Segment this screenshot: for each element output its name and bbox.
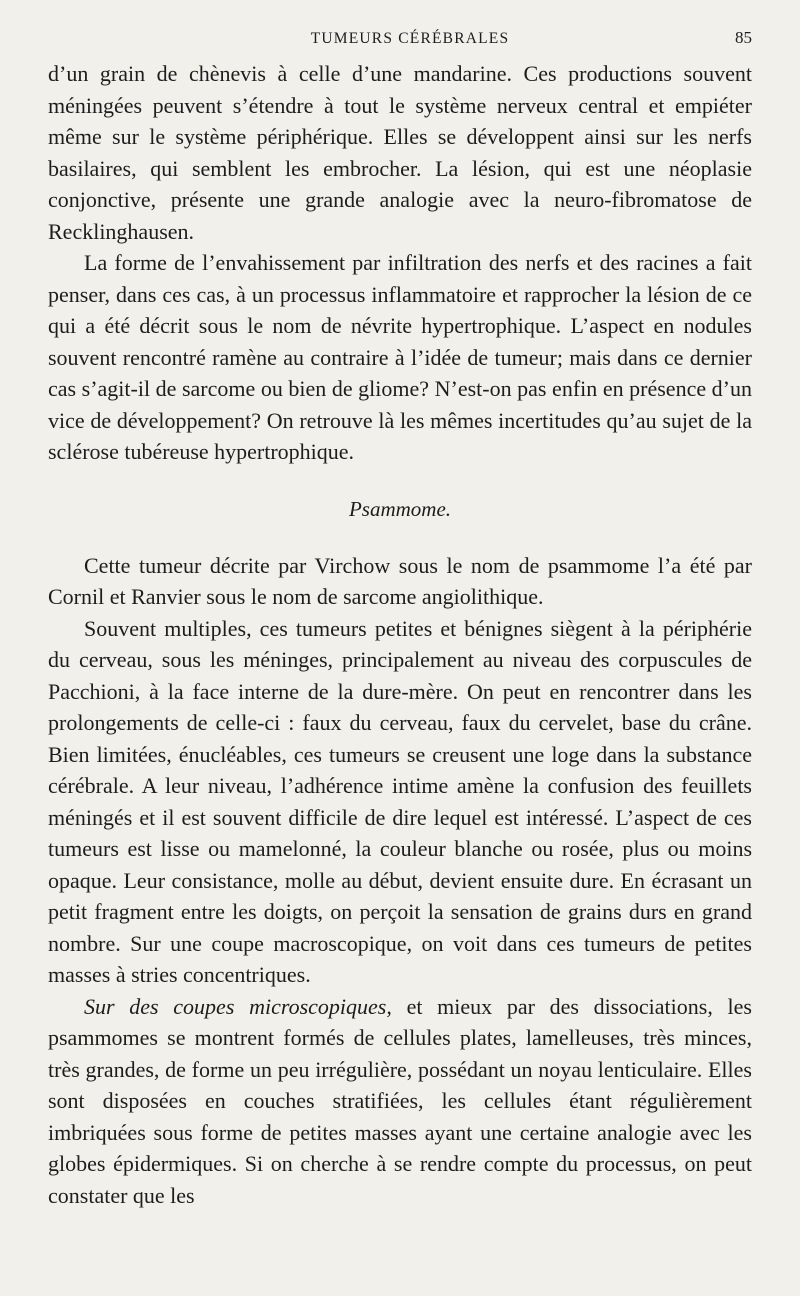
paragraph: d’un grain de chènevis à celle d’une mandarine. Ces productions souvent méningées peuvent s’étendre à tout le système nerveux central et empiéter même sur le système périphérique. Elles se développent ainsi sur les nerfs basilaires, qui semblent les embrocher. La lésion, qui est une néoplasie conjonctive, présente une grande analogie avec la neuro-fibromatose de Recklinghausen. bbox=[48, 61, 752, 244]
running-head bbox=[48, 28, 752, 58]
paragraph: La forme de l’envahissement par infiltration des nerfs et des racines a fait penser, dans ces cas, à un processus inflammatoire et rapprocher la lésion de ce qui a été décrit sous le nom de névrite hypertrophique. L’aspect en nodules souvent rencontré ramène au contraire à l’idée de tumeur; mais dans ce dernier cas s’agit-il de sarcome ou bien de gliome? N’est-on pas enfin en présence d’un vice de développement? On retrouve là les mêmes incertitudes qu’au sujet de la sclérose tubéreuse hypertrophique. bbox=[48, 250, 752, 464]
paragraph: Souvent multiples, ces tumeurs petites et bénignes siègent à la périphérie du cerveau, sous les méninges, principalement au niveau des corpuscules de Pacchioni, à la face interne de la dure-mère. On peut en rencontrer dans les prolongements de celle-ci : faux du cerveau, faux du cervelet, base du crâne. Bien limitées, énucléables, ces tumeurs se creusent une loge dans la substance cérébrale. A leur niveau, l’adhérence intime amène la confusion des feuillets méningés et il est souvent difficile de dire lequel est intéressé. L’aspect de ces tumeurs est lisse ou mamelonné, la couleur blanche ou rosée, plus ou moins opaque. Leur consistance, molle au début, devient ensuite dure. En écrasant un petit fragment entre les doigts, on perçoit la sensation de grains durs en grand nombre. Sur une coupe macroscopique, on voit dans ces tumeurs de petites masses à stries concentriques. bbox=[48, 615, 752, 987]
section-heading: Psammome. bbox=[348, 496, 452, 521]
running-title: TUMEURS CÉRÉBRALES bbox=[310, 30, 510, 47]
page-number: 85 bbox=[735, 28, 752, 47]
body-text bbox=[48, 58, 752, 1211]
paragraph-text: et mieux par des dissociations, les psammomes se montrent formés de cellules plates, lamelleuses, très minces, très grandes, de forme un peu irrégulière, possédant un noyau lenticulaire. Elles sont disposées en couches stratifiées, les cellules étant régulièrement imbriquées sous forme de petites masses ayant une certaine analogie avec les globes épidermiques. Si on cherche à se rendre compte du processus, on peut constater que les bbox=[48, 993, 752, 1208]
paragraph: Cette tumeur décrite par Virchow sous le nom de psammome l’a été par Cornil et Ranvier sous le nom de sarcome angiolithique. bbox=[48, 552, 752, 609]
italic-lead-phrase: Sur des coupes microscopiques, bbox=[84, 993, 392, 1019]
paragraph bbox=[48, 991, 752, 1212]
